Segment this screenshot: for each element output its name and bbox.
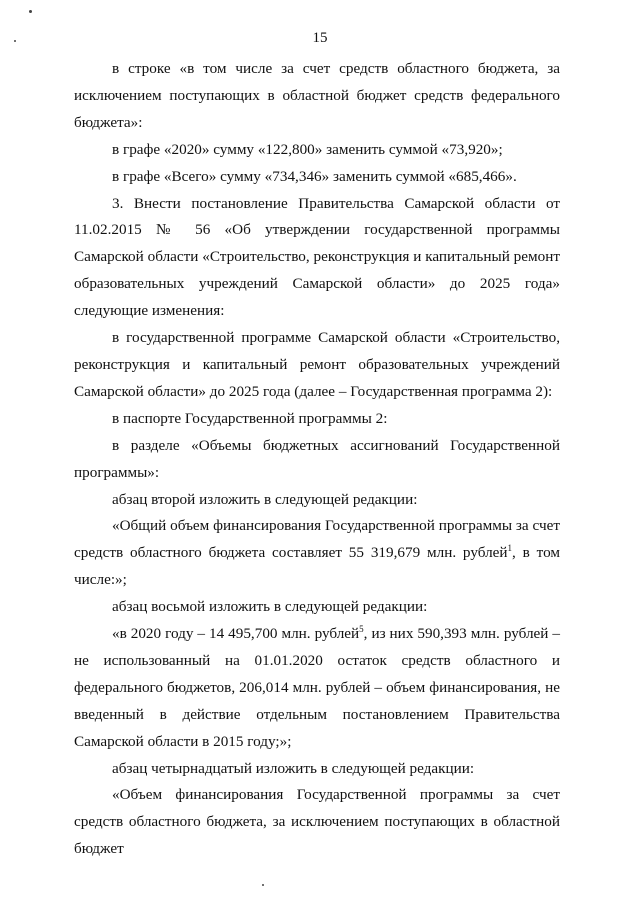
page-number: 15 <box>312 30 328 46</box>
footnote-marker: 5 <box>359 624 364 635</box>
scan-speck <box>262 884 264 886</box>
paragraph: в паспорте Государственной программы 2: <box>112 409 388 427</box>
paragraph: в государственной программе Самарской области «Строительство, реконструкция и капитальный ремонт образовательных учреждений Самарской области» до 2025 года (далее – Государственная программа 2): <box>74 329 560 400</box>
paragraph: в разделе «Объемы бюджетных ассигнований Государственной программы»: <box>74 436 560 481</box>
paragraph: абзац восьмой изложить в следующей редакции: <box>112 598 428 616</box>
paragraph: в строке «в том числе за счет средств областного бюджета, за исключением поступающих в областной бюджет средств федерального бюджета»: <box>74 60 560 131</box>
scan-speck <box>29 10 32 13</box>
document-body <box>74 56 560 863</box>
paragraph: абзац второй изложить в следующей редакции: <box>112 490 418 508</box>
paragraph: 3. Внести постановление Правительства Самарской области от 11.02.2015 № 56 «Об утверждении государственной программы Самарской области «Строительство, реконструкция и капитальный ремонт образовательных учреждений Самарской области» до 2025 года» следующие изменения: <box>74 194 560 320</box>
paragraph: абзац четырнадцатый изложить в следующей редакции: <box>112 759 475 777</box>
footnote-marker: 1 <box>507 543 513 554</box>
paragraph: «Общий объем финансирования Государственной программы за счет средств областного бюджета составляет 55 319,679 млн. рублей$^1$, в том числе:»; <box>74 517 560 589</box>
paragraph: в графе «Всего» сумму «734,346» заменить суммой «685,466». <box>112 167 517 185</box>
paragraph: «Объем финансирования Государственной программы за счет средств областного бюджета, за исключением поступающих в областной бюджет <box>74 786 560 858</box>
paragraph: «в 2020 году – 14 495,700 млн. рублей$^5$, из них 590,393 млн. рублей – не использованный на 01.01.2020 остаток средств областного и федерального бюджетов, 206,014 млн. рублей – объем финансирования, не введенный в действие отдельным постановлением Правительства Самарской области в 2015 году;»; <box>74 624 560 750</box>
paragraph: в графе «2020» сумму «122,800» заменить суммой «73,920»; <box>112 140 503 158</box>
